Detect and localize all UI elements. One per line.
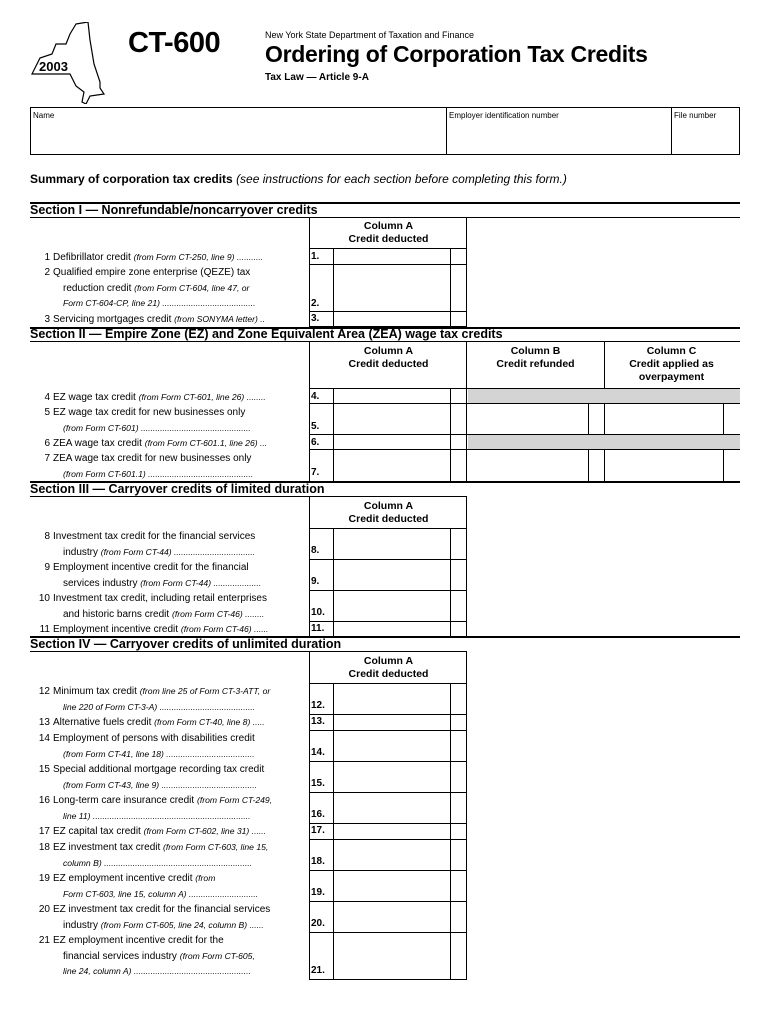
line-ref: (from Form CT-603, line 15, <box>163 842 269 852</box>
amount-input[interactable] <box>334 544 450 559</box>
line-text: Employment incentive credit <box>53 624 179 635</box>
column-border <box>466 651 467 980</box>
amount-input[interactable] <box>467 466 588 481</box>
section-4-title: Section IV — Carryover credits of unlimited duration <box>30 637 342 651</box>
line-number: 19 <box>38 873 50 884</box>
line-text-cont: and historic barns credit <box>63 608 170 620</box>
line-text: ZEA wage tax credit <box>53 438 142 449</box>
line-text-cont: services industry <box>63 577 138 589</box>
line-ref-cont: Form CT-604-CP, line 21) ....................................... <box>63 298 256 308</box>
column-border <box>723 449 724 482</box>
column-border <box>604 341 605 388</box>
line-ref: (from Form CT-605, <box>179 950 255 961</box>
id-box-right-border <box>739 107 740 155</box>
column-border <box>450 248 451 327</box>
section-2-title: Section II — Empire Zone (EZ) and Zone Equivalent Area (ZEA) wage tax credits <box>30 327 503 341</box>
amount-input[interactable] <box>334 886 450 901</box>
line-5 <box>30 405 308 436</box>
row-rule <box>309 932 467 933</box>
column-border <box>466 341 467 482</box>
row-rule <box>309 730 467 731</box>
shaded-cell <box>468 434 740 449</box>
line-ref-cont: line 24, column A) ................................................. <box>63 966 251 976</box>
line-number: 8 <box>44 531 50 542</box>
section-4-column-a-header: Column A Credit deducted <box>348 655 429 680</box>
line-ref: (from <box>195 873 216 883</box>
line-box-number: 7. <box>311 467 320 478</box>
line-box-number: 13. <box>311 716 325 727</box>
summary-heading-text: Summary of corporation tax credits <box>30 172 233 186</box>
row-rule <box>309 901 467 902</box>
line-number: 7 <box>44 453 50 464</box>
line-box-number: 10. <box>311 607 325 618</box>
line-text: Minimum tax credit <box>53 686 137 697</box>
shaded-cell <box>468 388 740 403</box>
line-ref-cont: (from Form CT-43, line 9) ........................................ <box>63 779 258 790</box>
amount-input[interactable] <box>334 419 450 434</box>
line-text-cont: industry <box>63 919 99 931</box>
amount-input[interactable] <box>605 419 723 434</box>
line-ref-cont: line 220 of Form CT-3-A) ........................................ <box>63 701 256 712</box>
line-ref: (from Form CT-249, <box>196 795 273 805</box>
line-ref: (from line 25 of Form CT-3-ATT, or <box>139 686 271 696</box>
row-rule <box>309 559 467 560</box>
column-border <box>588 403 589 434</box>
row-rule <box>309 403 740 404</box>
summary-note: (see instructions for each section before completing this form.) <box>236 172 567 186</box>
line-number: 3 <box>44 314 50 325</box>
line-text: Investment tax credit, including retail enterprises <box>53 593 267 604</box>
id-box-left-border <box>30 107 31 155</box>
line-text: Long-term care insurance credit <box>53 795 195 806</box>
line-number: 20 <box>38 904 50 915</box>
column-border <box>309 651 310 980</box>
line-box-number: 17. <box>311 825 325 836</box>
section-2-column-c-header: Column C Credit applied as overpayment <box>629 345 714 383</box>
column-border <box>309 341 310 482</box>
line-number: 10 <box>38 593 50 604</box>
column-border <box>309 264 310 311</box>
line-ref: (from Form CT-44) .................... <box>140 577 262 588</box>
line-box-number: 11. <box>311 623 325 634</box>
line-text: EZ employment incentive credit <box>53 873 193 884</box>
line-number: 4 <box>44 392 50 403</box>
line-19 <box>30 871 308 902</box>
column-border <box>588 449 589 482</box>
line-number: 11 <box>39 624 50 635</box>
line-box-number: 20. <box>311 918 325 929</box>
line-3 <box>30 312 308 328</box>
column-border <box>466 496 467 637</box>
line-number: 18 <box>38 842 50 853</box>
line-14 <box>30 731 308 762</box>
amount-input[interactable] <box>334 777 450 792</box>
line-ref-cont: Form CT-603, line 15, column A) ............................. <box>63 888 259 899</box>
row-rule <box>309 264 467 265</box>
line-text: EZ employment incentive credit for the <box>53 935 224 946</box>
form-title: Ordering of Corporation Tax Credits <box>265 41 648 67</box>
line-ref: (from Form CT-601, line 26) ........ <box>138 392 266 402</box>
amount-input[interactable] <box>334 389 450 403</box>
amount-input[interactable] <box>334 312 450 326</box>
line-text-cont: industry <box>63 546 99 558</box>
line-box-number: 18. <box>311 856 325 867</box>
line-20 <box>30 902 308 933</box>
row-rule <box>309 683 467 684</box>
line-box-number: 21. <box>311 965 325 976</box>
row-rule <box>309 870 467 871</box>
line-number: 15 <box>38 764 50 775</box>
section-2-column-a-header: Column A Credit deducted <box>348 345 429 370</box>
line-17 <box>30 824 308 840</box>
amount-input[interactable] <box>334 746 450 761</box>
line-6 <box>30 436 308 452</box>
section-rule <box>30 217 740 218</box>
line-8 <box>30 529 308 560</box>
line-text: Special additional mortgage recording tax credit <box>53 764 265 775</box>
line-7 <box>30 451 308 482</box>
line-ref: (from Form CT-601) .............................................. <box>63 422 251 433</box>
id-box-divider <box>671 107 672 155</box>
line-2 <box>30 265 308 312</box>
line-number: 14 <box>38 733 50 744</box>
row-rule <box>309 590 467 591</box>
line-4 <box>30 390 308 406</box>
line-13 <box>30 715 308 731</box>
line-18 <box>30 840 308 871</box>
amount-input[interactable] <box>334 296 450 311</box>
amount-input[interactable] <box>334 808 450 823</box>
amount-input[interactable] <box>334 435 450 449</box>
amount-input[interactable] <box>334 466 450 481</box>
line-number: 2 <box>44 267 50 278</box>
line-box-number: 16. <box>311 809 325 820</box>
line-text: Alternative fuels credit <box>53 717 152 728</box>
line-text: Employment incentive credit for the financial <box>53 562 249 573</box>
section-3-column-a-header: Column A Credit deducted <box>348 500 429 525</box>
line-number: 16 <box>38 795 50 806</box>
amount-input[interactable] <box>467 419 588 434</box>
department-name: New York State Department of Taxation and Finance <box>265 30 474 40</box>
amount-input[interactable] <box>334 917 450 932</box>
line-box-number: 3. <box>311 313 320 324</box>
line-number: 21 <box>38 935 50 946</box>
section-rule <box>30 341 740 342</box>
amount-input[interactable] <box>334 824 450 839</box>
amount-input[interactable] <box>334 699 450 714</box>
id-box-divider <box>446 107 447 155</box>
line-number: 12 <box>38 686 50 697</box>
line-box-number: 12. <box>311 700 325 711</box>
file-number-field[interactable]: File number <box>674 111 717 120</box>
line-box-number: 15. <box>311 778 325 789</box>
row-rule <box>309 792 467 793</box>
line-box-number: 19. <box>311 887 325 898</box>
section-1-title: Section I — Nonrefundable/noncarryover credits <box>30 203 318 217</box>
line-box-number: 6. <box>311 437 320 448</box>
form-number: CT-600 <box>128 27 221 59</box>
line-12 <box>30 684 308 715</box>
amount-input[interactable] <box>334 715 450 730</box>
column-border <box>309 496 310 637</box>
line-text: Qualified empire zone enterprise (QEZE) tax <box>53 267 251 278</box>
line-number: 13 <box>38 717 50 728</box>
line-text: Investment tax credit for the financial services <box>53 531 256 542</box>
line-text: EZ investment tax credit <box>53 842 161 853</box>
section-2-column-b-header: Column B Credit refunded <box>496 345 575 370</box>
form-subtitle: Tax Law — Article 9-A <box>265 72 369 83</box>
line-ref: (from Form CT-605, line 24, column B) ...... <box>100 919 264 930</box>
column-border <box>450 683 451 980</box>
line-box-number: 2. <box>311 298 320 309</box>
amount-input[interactable] <box>334 575 450 590</box>
section-3-title: Section III — Carryover credits of limited duration <box>30 482 325 496</box>
line-ref-cont: column B) .............................................................. <box>63 857 253 868</box>
line-21 <box>30 933 308 980</box>
line-box-number: 4. <box>311 391 320 402</box>
line-box-number: 14. <box>311 747 325 758</box>
summary-heading <box>30 172 567 186</box>
line-box-number: 8. <box>311 545 320 556</box>
line-ref: (from Form CT-601.1, line 26) ... <box>144 438 268 448</box>
ein-field[interactable]: Employer identification number <box>449 111 559 120</box>
line-text: EZ capital tax credit <box>53 826 141 837</box>
line-9 <box>30 560 308 591</box>
line-number: 1 <box>44 252 50 263</box>
name-field[interactable]: Name <box>33 111 55 120</box>
line-text: Defibrillator credit <box>53 252 131 263</box>
line-ref: (from Form CT-250, line 9) ........... <box>133 252 264 262</box>
line-number: 17 <box>38 826 50 837</box>
column-border <box>723 403 724 434</box>
line-ref-cont: line 11) .................................................................. <box>63 810 251 821</box>
line-number: 6 <box>44 438 50 449</box>
line-ref: (from Form CT-40, line 8) ..... <box>154 717 265 727</box>
line-text-cont: reduction credit <box>63 282 132 294</box>
amount-input[interactable] <box>605 466 723 481</box>
line-ref: (from Form CT-601.1) ............................................ <box>63 468 254 479</box>
amount-input[interactable] <box>334 249 450 264</box>
line-text: ZEA wage tax credit for new businesses only <box>53 453 252 464</box>
amount-input[interactable] <box>334 964 450 979</box>
amount-input[interactable] <box>334 855 450 870</box>
line-text-cont: financial services industry <box>63 950 177 962</box>
amount-input[interactable] <box>334 622 450 636</box>
line-10 <box>30 591 308 622</box>
row-rule <box>309 528 467 529</box>
section-rule <box>30 496 466 497</box>
line-ref: (from Form CT-602, line 31) ...... <box>143 826 267 836</box>
row-rule <box>309 449 740 450</box>
line-text: EZ wage tax credit for new businesses only <box>53 407 246 418</box>
line-16 <box>30 793 308 824</box>
line-text: EZ investment tax credit for the financial services <box>53 904 271 915</box>
line-text: Employment of persons with disabilities credit <box>53 733 255 744</box>
row-rule <box>309 839 467 840</box>
line-1 <box>30 250 308 266</box>
id-box-top-border <box>30 107 740 108</box>
line-box-number: 5. <box>311 421 320 432</box>
section-1-column-a-header: Column A Credit deducted <box>348 220 429 245</box>
line-ref: (from SONYMA letter) .. <box>174 314 266 324</box>
line-number: 9 <box>44 562 50 573</box>
line-ref: (from Form CT-46) ...... <box>180 624 269 634</box>
id-box-bottom-border <box>30 154 740 155</box>
line-text: Servicing mortgages credit <box>53 314 172 325</box>
line-ref-cont: (from Form CT-41, line 18) ..................................... <box>63 748 255 759</box>
row-rule <box>309 979 467 980</box>
line-box-number: 9. <box>311 576 320 587</box>
line-ref: (from Form CT-46) ........ <box>171 608 265 619</box>
line-15 <box>30 762 308 793</box>
line-number: 5 <box>44 407 50 418</box>
tax-year: 2003 <box>39 59 68 74</box>
line-ref: (from Form CT-604, line 47, or <box>134 282 250 293</box>
line-box-number: 1. <box>311 251 320 262</box>
row-rule <box>309 761 467 762</box>
section-rule <box>30 651 466 652</box>
amount-input[interactable] <box>334 606 450 621</box>
line-ref: (from Form CT-44) .................................. <box>100 546 256 557</box>
line-text: EZ wage tax credit <box>53 392 136 403</box>
